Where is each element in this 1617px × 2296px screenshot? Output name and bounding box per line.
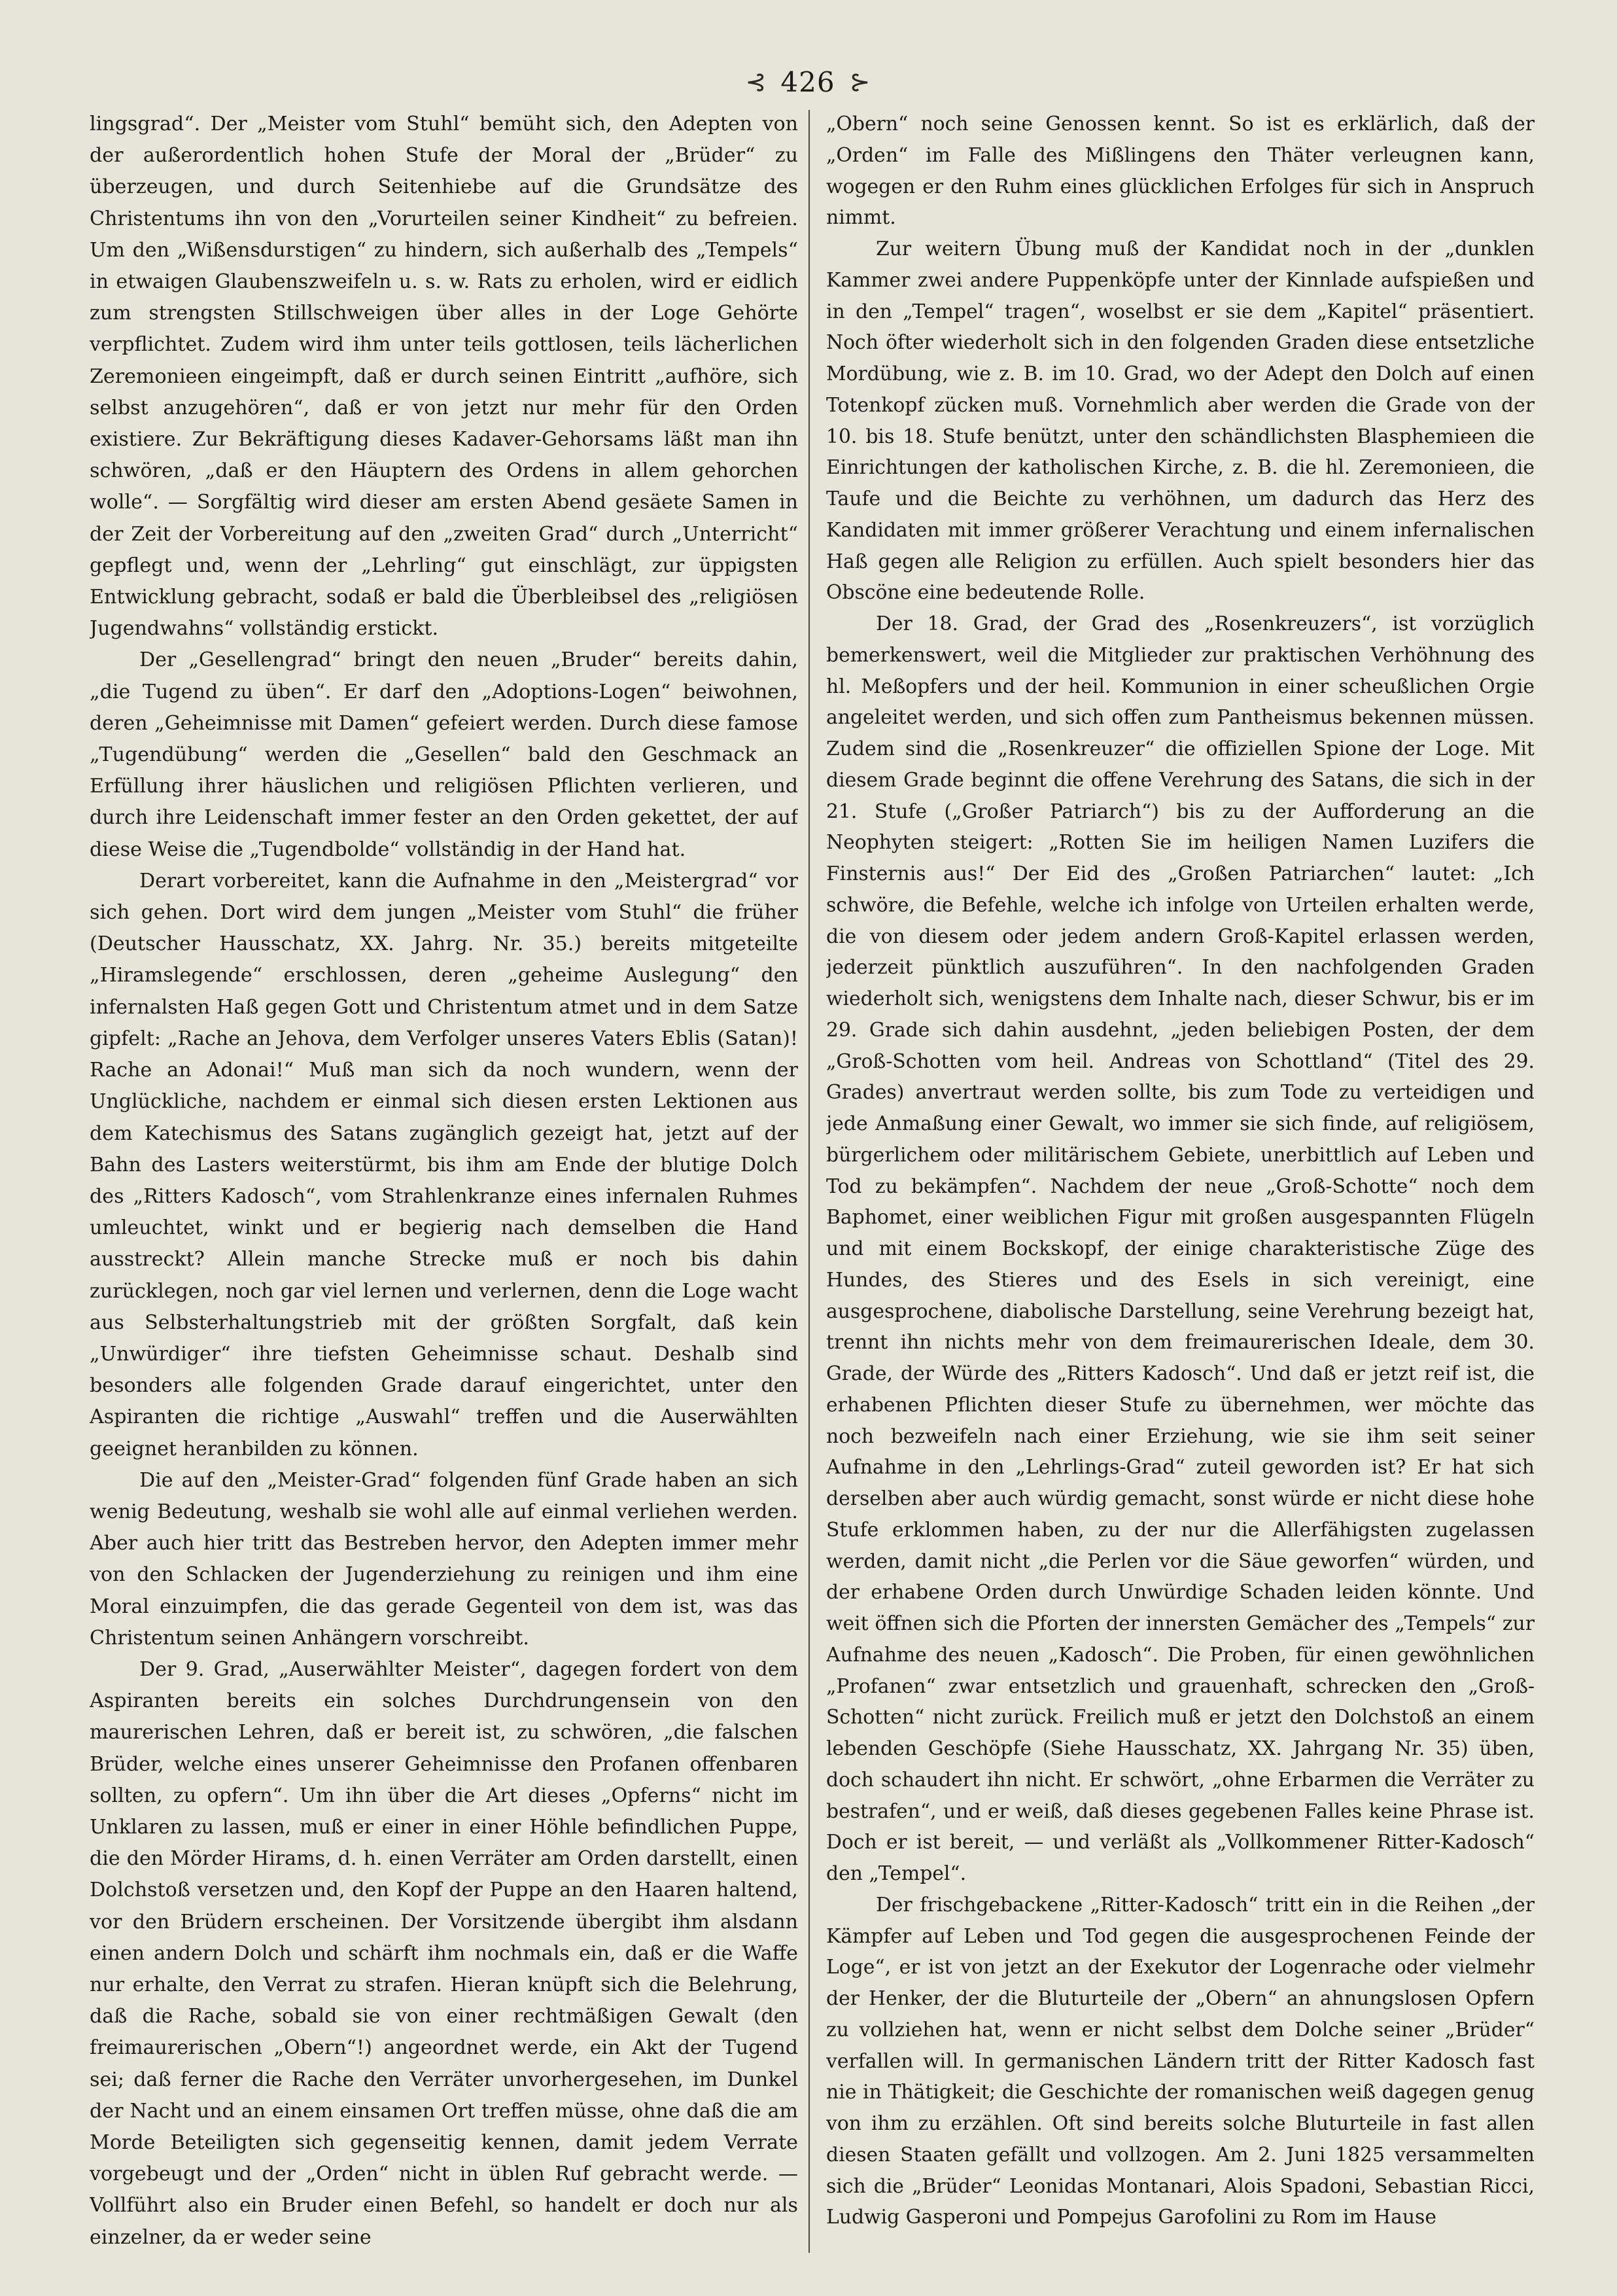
paragraph: Der 9. Grad, „Auserwählter Meister“, dagegen fordert von dem Aspiranten bereits ein solches Durchdrungensein von den maurerischen Lehren, daß er bereit ist, zu schwören, „die falschen Brüder, welche eines unserer Geheimnisse den Profanen offenbaren sollten, zu opfern“. Um ihn über die Art dieses „Opferns“ nicht im Unklaren zu lassen, muß er einer in einer Höhle befindlichen Puppe, die den Mörder Hirams, d. h. einen Verräter am Orden darstellt, einen Dolchstoß versetzen und, den Kopf der Puppe an den Haaren haltend, vor den Brüdern erscheinen. Der Vorsitzende übergibt ihm alsdann einen andern Dolch und schärft ihm nochmals ein, daß er die Waffe nur erhalte, den Verrat zu strafen. Hieran knüpft sich die Belehrung, daß die Rache, sobald sie von einer rechtmäßigen Gewalt (den freimaurerischen „Obern“!) angeordnet werde, ein Akt der Tugend sei; daß ferner die Rache den Verräter unvorhergesehen, im Dunkel der Nacht und an einem einsamen Ort treffen müsse, ohne daß die am Morde Beteiligten sich gegenseitig kennen, damit jedem Verrate vorgebeugt und der „Orden“ nicht in üblen Ruf gebracht werde. — Vollführt also ein Bruder einen Befehl, so handelt er doch nur als einzelner, da er weder seine bbox=[90, 1657, 798, 2249]
paragraph: lingsgrad“. Der „Meister vom Stuhl“ bemüht sich, den Adepten von der außerordentlich hohen Stufe der Moral der „Brüder“ zu überzeugen, und durch Seitenhiebe auf die Grundsätze des Christentums ihn von den „Vorurteilen seiner Kindheit“ zu befreien. Um den „Wißensdurstigen“ zu hindern, sich außerhalb des „Tempels“ in etwaigen Glaubenszweifeln u. s. w. Rats zu erholen, wird er eidlich zum strengsten Stillschweigen über alles in der Loge Gehörte verpflichtet. Zudem wird ihm unter teils gottlosen, teils lächerlichen Zeremonieen eingeimpft, daß er durch seinen Eintritt „aufhöre, sich selbst anzugehören“, daß er von jetzt nur mehr für den Orden existiere. Zur Bekräftigung dieses Kadaver-Gehorsams läßt man ihn schwören, „daß er den Häuptern des Ordens in allem gehorchen wolle“. — Sorgfältig wird dieser am ersten Abend gesäete Samen in der Zeit der Vorbereitung auf den „zweiten Grad“ durch „Unterricht“ gepflegt und, wenn der „Lehrling“ gut einschlägt, zur üppigsten Entwicklung gebracht, sodaß er bald die Überbleibsel des „religiösen Jugendwahns“ vollständig erstickt. bbox=[90, 113, 798, 641]
paragraph: Der frischgebackene „Ritter-Kadosch“ tritt ein in die Reihen „der Kämpfer auf Leben und Tod gegen die ausgesprochenen Feinde der Loge“, er ist von jetzt an der Exekutor der Logenrache oder vielmehr der Henker, der die Bluturteile der „Obern“ an ahnungslosen Opfern zu vollziehen hat, wenn er nicht selbst dem Dolche seiner „Brüder“ verfallen will. In germanischen Ländern tritt der Ritter Kadosch fast nie in Thätigkeit; die Geschichte der romanischen weiß dagegen genug von ihm zu erzählen. Oft sind bereits solche Bluturteile in fast allen diesen Staaten gefällt und vollzogen. Am 2. Juni 1825 versammelten sich die „Brüder“ Leonidas Montanari, Alois Spadoni, Sebastian Ricci, Ludwig Gasperoni und Pompejus Garofolini zu Rom im Hause bbox=[826, 1893, 1535, 2229]
column-divider bbox=[808, 110, 810, 2253]
paragraph: Zur weitern Übung muß der Kandidat noch in der „dunklen Kammer zwei andere Puppenköpfe unter der Kinnlade aufspießen und in den „Tempel“ tragen“, woselbst er sie dem „Kapitel“ präsentiert. Noch öfter wiederholt sich in den folgenden Graden diese entsetzliche Mordübung, wie z. B. im 10. Grad, wo der Adept den Dolch auf einen Totenkopf zücken muß. Vornehmlich aber werden die Grade von der 10. bis 18. Stufe benützt, unter den schändlichsten Blasphemieen die Einrichtungen der katholischen Kirche, z. B. die hl. Zeremonieen, die Taufe und die Beichte zu verhöhnen, um dadurch das Herz des Kandidaten mit immer größerer Verachtung und einem infernalischen Haß gegen alle Religion zu erfüllen. Auch spielt besonders hier das Obscöne eine bedeutende Rolle. bbox=[826, 238, 1535, 605]
ornament-left-icon: ⊰ bbox=[745, 67, 767, 96]
ornament-right-icon: ⊱ bbox=[849, 67, 871, 96]
paragraph: Der „Gesellengrad“ bringt den neuen „Bruder“ bereits dahin, „die Tugend zu üben“. Er darf den „Adoptions-Logen“ beiwohnen, deren „Geheimnisse mit Damen“ gefeiert werden. Durch diese famose „Tugendübung“ werden die „Gesellen“ bald den Geschmack an Erfüllung ihrer häuslichen und religiösen Pflichten verlieren, und durch ihre Leidenschaft immer fester an den Orden gekettet, der auf diese Weise die „Tugendbolde“ vollständig in der Hand hat. bbox=[90, 648, 798, 861]
paragraph: „Obern“ noch seine Genossen kennt. So ist es erklärlich, daß der „Orden“ im Falle des Mißlingens den Thäter verleugnen kann, wogegen er den Ruhm eines glücklichen Erfolges für sich in Anspruch nimmt. bbox=[826, 113, 1535, 230]
right-column bbox=[826, 109, 1535, 2255]
page-header bbox=[700, 62, 916, 101]
paragraph: Die auf den „Meister-Grad“ folgenden fünf Grade haben an sich wenig Bedeutung, weshalb sie wohl alle auf einmal verliehen werden. Aber auch hier tritt das Bestreben hervor, den Adepten immer mehr von den Schlacken der Jugenderziehung zu reinigen und ihm eine Moral einzuimpfen, die das gerade Gegenteil von dem ist, was das Christentum seinen Anhängern vorschreibt. bbox=[90, 1468, 798, 1650]
paragraph: Derart vorbereitet, kann die Aufnahme in den „Meistergrad“ vor sich gehen. Dort wird dem jungen „Meister vom Stuhl“ die früher (Deutscher Hausschatz, XX. Jahrg. Nr. 35.) bereits mitgeteilte „Hiramslegende“ erschlossen, deren „geheime Auslegung“ den infernalsten Haß gegen Gott und Christentum atmet und in dem Satze gipfelt: „Rache an Jehova, dem Verfolger unseres Vaters Eblis (Satan)! Rache an Adonai!“ Muß man sich da noch wundern, wenn der Unglückliche, nachdem er einmal sich diesen ersten Lektionen aus dem Katechismus des Satans zugänglich gezeigt hat, jetzt auf der Bahn des Lasters weiterstürmt, bis ihm am Ende der blutige Dolch des „Ritters Kadosch“, vom Strahlenkranze eines infernalen Ruhmes umleuchtet, winkt und er begierig nach demselben die Hand ausstreckt? Allein manche Strecke muß er noch bis dahin zurücklegen, noch gar viel lernen und verlernen, denn die Loge wacht aus Selbsterhaltungstrieb mit der größten Sorgfalt, daß kein „Unwürdiger“ ihre tiefsten Geheimnisse schaut. Deshalb sind besonders alle folgenden Grade darauf eingerichtet, unter den Aspiranten die richtige „Auswahl“ treffen und die Auserwählten geeignet heranbilden zu können. bbox=[90, 869, 798, 1460]
paragraph: Der 18. Grad, der Grad des „Rosenkreuzers“, ist vorzüglich bemerkenswert, weil die Mitglieder zur praktischen Verhöhnung des hl. Meßopfers und der heil. Kommunion in einer scheußlichen Orgie angeleitet werden, und sich offen zum Pantheismus bekennen müssen. Zudem sind die „Rosenkreuzer“ die offiziellen Spione der Loge. Mit diesem Grade beginnt die offene Verehrung des Satans, die sich in der 21. Stufe („Großer Patriarch“) bis zu der Aufforderung an die Neophyten steigert: „Rotten Sie im heiligen Namen Luzifers die Finsternis aus!“ Der Eid des „Großen Patriarchen“ lautet: „Ich schwöre, die Befehle, welche ich infolge von Urteilen erhalten werde, die von diesem oder jedem andern Groß-Kapitel erlassen werden, jederzeit pünktlich auszuführen“. In den nachfolgenden Graden wiederholt sich, wenigstens dem Inhalte nach, dieser Schwur, bis er im 29. Grade sich dahin ausdehnt, „jeden beliebigen Posten, der dem „Groß-Schotten vom heil. Andreas von Schottland“ (Titel des 29. Grades) anvertraut werden sollte, bis zum Tode zu verteidigen und jede Anmaßung einer Gewalt, wo immer sie sich finde, auf religiösem, bürgerlichem oder militärischem Gebiete, unerbittlich auf Leben und Tod zu bekämpfen“. Nachdem der neue „Groß-Schotte“ noch dem Baphomet, einer weiblichen Figur mit großen ausgespannten Flügeln und mit einem Bockskopf, der einige charakteristische Züge des Hundes, des Stieres und des Esels in sich vereinigt, eine ausgesprochene, diabolische Darstellung, seine Verehrung bezeigt hat, trennt ihn nichts mehr von dem freimaurerischen Ideale, dem 30. Grade, der Würde des „Ritters Kadosch“. Und daß er jetzt reif ist, die erhabenen Pflichten dieser Stufe zu übernehmen, wer möchte das noch bezweifeln nach einer Erziehung, wie sie ihm seit seiner Aufnahme in den „Lehrlings-Grad“ zuteil geworden ist? Er hat sich derselben aber auch würdig gemacht, sonst würde er nicht diese hohe Stufe erklommen haben, zu der nur die Allerfähigsten zugelassen werden, damit nicht „die Perlen vor die Säue geworfen“ würden, und der erhabene Orden durch Unwürdige Schaden leiden könnte. Und weit öffnen sich die Pforten der innersten Gemächer des „Tempels“ zur Aufnahme des neuen „Kadosch“. Die Proben, für einen gewöhnlichen „Profanen“ zwar entsetzlich und grauenhaft, schrecken den „Groß-Schotten“ nicht zurück. Freilich muß er jetzt den Dolchstoß an einem lebenden Geschöpfe (Siehe Hausschatz, XX. Jahrgang Nr. 35) üben, doch schaudert ihn nicht. Er schwört, „ohne Erbarmen die Verräter zu bestrafen“, und er weiß, daß dieses gegebenen Falles keine Phrase ist. Doch er ist bereit, — und verläßt als „Vollkommener Ritter-Kadosch“ den „Tempel“. bbox=[826, 612, 1535, 1885]
page-number: 426 bbox=[780, 65, 835, 98]
left-column bbox=[90, 109, 798, 2255]
